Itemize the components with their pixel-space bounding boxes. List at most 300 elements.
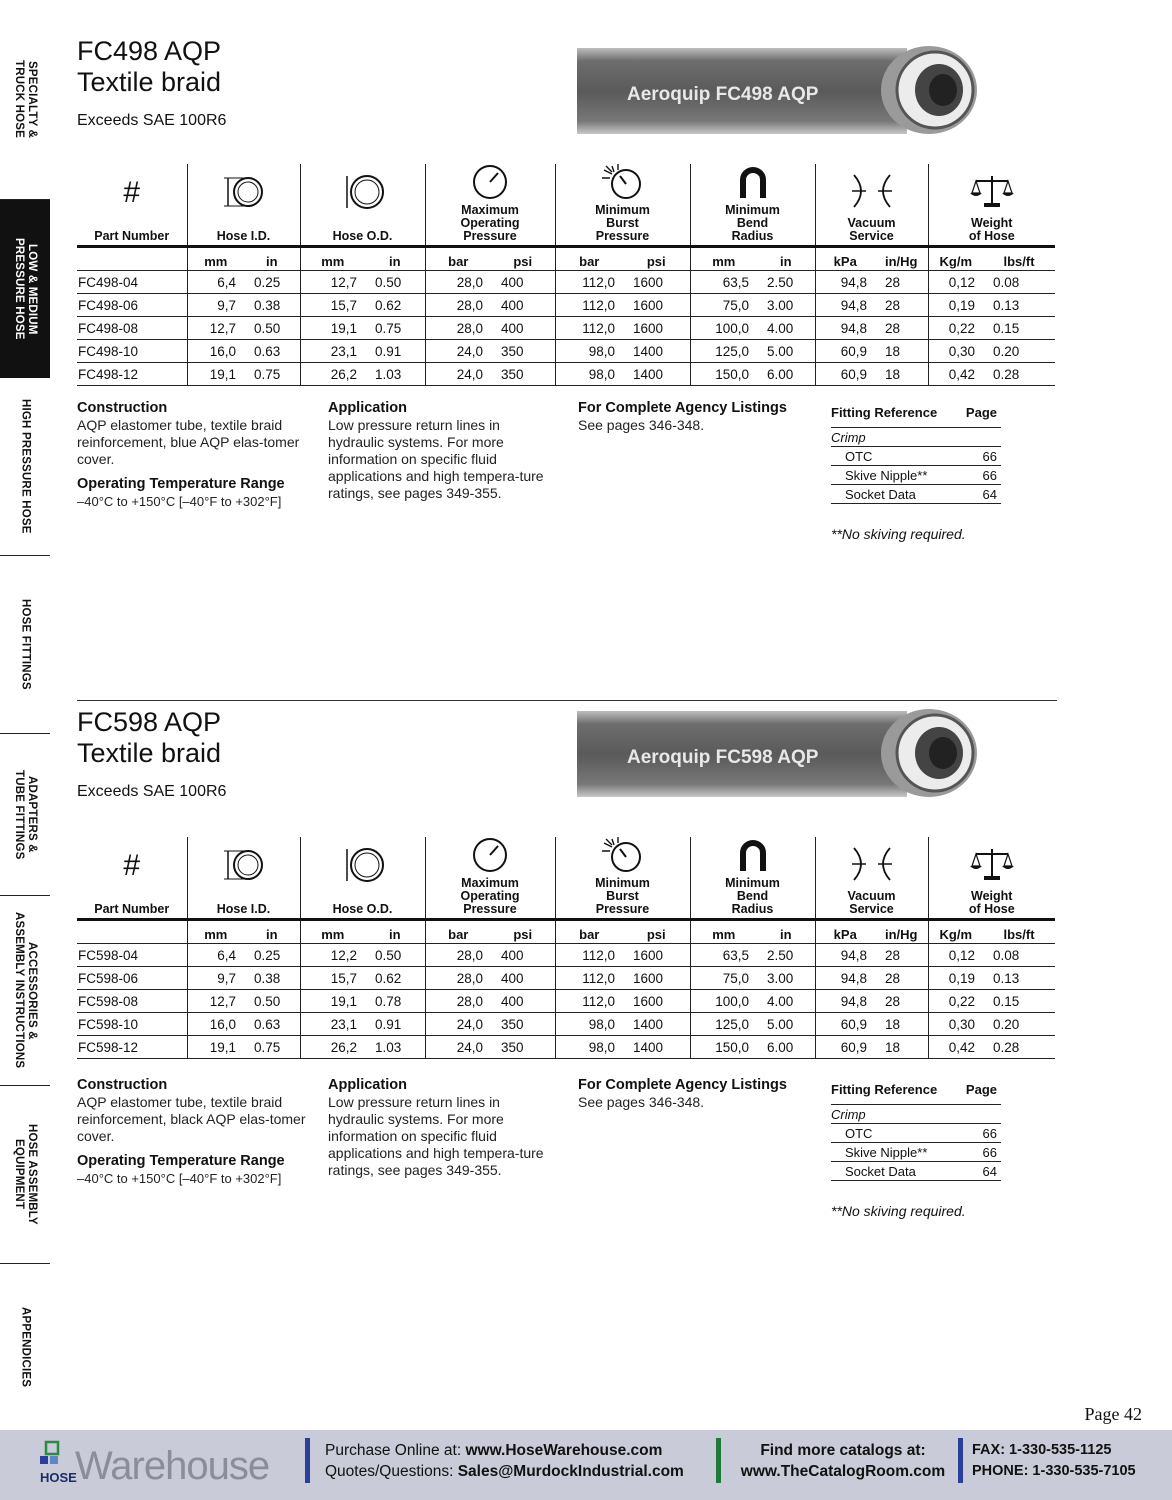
hash-icon: # <box>123 849 141 882</box>
value-cell: 0,22 <box>928 317 983 340</box>
value-cell: 60,9 <box>815 1036 875 1059</box>
temperature-title: Operating Temperature Range <box>77 1153 285 1169</box>
value-cell: 75,0 <box>690 967 757 990</box>
value-cell: 12,7 <box>187 990 244 1013</box>
value-cell: 15,7 <box>300 294 365 317</box>
unit-cell: in <box>244 920 300 944</box>
spec-table <box>77 164 1055 386</box>
fitting-name: Skive Nipple** <box>831 1143 959 1162</box>
value-cell: 28 <box>875 944 928 967</box>
value-cell: 400 <box>491 944 555 967</box>
part-number-cell: FC498-10 <box>77 340 187 363</box>
pressure-gauge-icon <box>472 164 508 200</box>
logo-warehouse-text: Warehouse <box>75 1444 270 1488</box>
value-cell: 0,22 <box>928 990 983 1013</box>
value-cell: 28,0 <box>425 967 491 990</box>
fitting-page: 64 <box>959 1162 1001 1181</box>
unit-cell: in <box>365 920 425 944</box>
hose-warehouse-logo-icon <box>38 1440 68 1470</box>
agency-title: For Complete Agency Listings <box>578 400 787 416</box>
hash-icon: # <box>123 176 141 209</box>
value-cell: 28,0 <box>425 271 491 294</box>
value-cell: 400 <box>491 294 555 317</box>
value-cell: 60,9 <box>815 1013 875 1036</box>
value-cell: 0.08 <box>983 944 1055 967</box>
value-cell: 0.13 <box>983 967 1055 990</box>
value-cell: 112,0 <box>555 990 623 1013</box>
col-hose-id: Hose I.D. <box>187 164 300 247</box>
scale-icon <box>970 173 1014 209</box>
value-cell: 94,8 <box>815 944 875 967</box>
value-cell: 60,9 <box>815 340 875 363</box>
value-cell: 1400 <box>623 1036 690 1059</box>
value-cell: 350 <box>491 1013 555 1036</box>
fitting-name: OTC <box>831 447 959 466</box>
fitting-page: 66 <box>959 466 1001 485</box>
value-cell: 1600 <box>623 990 690 1013</box>
value-cell: 16,0 <box>187 1013 244 1036</box>
col-vacuum: Vacuum Service <box>815 837 928 920</box>
value-cell: 0.20 <box>983 1013 1055 1036</box>
part-number-cell: FC598-10 <box>77 1013 187 1036</box>
col-vacuum: Vacuum Service <box>815 164 928 247</box>
hose-print-label: Aeroquip FC498 AQP <box>627 84 819 105</box>
fitting-page-header: Page <box>959 1081 1001 1105</box>
spec-table <box>77 837 1055 1059</box>
value-cell: 98,0 <box>555 340 623 363</box>
value-cell: 28,0 <box>425 990 491 1013</box>
value-cell: 15,7 <box>300 967 365 990</box>
agency-text: See pages 346-348. <box>578 417 705 433</box>
value-cell: 75,0 <box>690 294 757 317</box>
value-cell: 18 <box>875 340 928 363</box>
unit-cell: in <box>757 920 815 944</box>
value-cell: 63,5 <box>690 271 757 294</box>
unit-cell: bar <box>555 247 623 271</box>
fitting-name: OTC <box>831 1124 959 1143</box>
table-row <box>77 1036 1055 1059</box>
value-cell: 0,30 <box>928 340 983 363</box>
page-number: Page 42 <box>1084 1404 1142 1424</box>
value-cell: 0.62 <box>365 967 425 990</box>
product-section-fc598 <box>77 700 1057 1219</box>
value-cell: 350 <box>491 1036 555 1059</box>
agency-text: See pages 346-348. <box>578 1094 705 1110</box>
fax-number: FAX: 1-330-535-1125 <box>972 1442 1112 1458</box>
unit-cell: bar <box>425 920 491 944</box>
agency-title: For Complete Agency Listings <box>578 1077 787 1093</box>
phone-number: PHONE: 1-330-535-7105 <box>972 1463 1136 1479</box>
unit-cell: lbs/ft <box>983 920 1055 944</box>
value-cell: 0,30 <box>928 1013 983 1036</box>
part-number-cell: FC498-06 <box>77 294 187 317</box>
col-weight: Weight of Hose <box>928 164 1055 247</box>
value-cell: 3.00 <box>757 294 815 317</box>
col-max-op-pressure: Maximum Operating Pressure <box>425 837 555 920</box>
value-cell: 94,8 <box>815 271 875 294</box>
footer-divider-1 <box>305 1438 310 1483</box>
product-title-2: Textile braid <box>77 67 222 97</box>
temperature-text: –40°C to +150°C [–40°F to +302°F] <box>77 1171 282 1186</box>
table-row <box>77 294 1055 317</box>
value-cell: 0.91 <box>365 340 425 363</box>
value-cell: 0,42 <box>928 1036 983 1059</box>
fitting-category: Crimp <box>831 1105 1001 1124</box>
value-cell: 6.00 <box>757 1036 815 1059</box>
bend-radius-icon <box>735 837 771 873</box>
unit-cell: bar <box>425 247 491 271</box>
value-cell: 1600 <box>623 271 690 294</box>
value-cell: 0.38 <box>244 294 300 317</box>
unit-cell: mm <box>300 247 365 271</box>
side-tab-low-medium-pressure[interactable] <box>0 200 50 378</box>
fitting-row <box>831 1124 1001 1143</box>
value-cell: 0.50 <box>365 271 425 294</box>
hose-print-label: Aeroquip FC598 AQP <box>627 747 819 768</box>
value-cell: 3.00 <box>757 967 815 990</box>
footer <box>0 1430 1172 1500</box>
construction-title: Construction <box>77 400 168 416</box>
value-cell: 19,1 <box>187 363 244 386</box>
value-cell: 0.63 <box>244 1013 300 1036</box>
value-cell: 125,0 <box>690 1013 757 1036</box>
value-cell: 28,0 <box>425 944 491 967</box>
value-cell: 16,0 <box>187 340 244 363</box>
fitting-reference-table <box>831 404 1001 504</box>
fitting-name: Socket Data <box>831 1162 959 1181</box>
value-cell: 400 <box>491 271 555 294</box>
unit-cell: lbs/ft <box>983 247 1055 271</box>
value-cell: 28 <box>875 990 928 1013</box>
value-cell: 1600 <box>623 317 690 340</box>
value-cell: 0.75 <box>244 363 300 386</box>
footer-contact <box>325 1440 684 1482</box>
vacuum-icon <box>850 173 894 209</box>
value-cell: 94,8 <box>815 294 875 317</box>
side-tab-appendicies[interactable] <box>0 1264 50 1430</box>
value-cell: 1600 <box>623 294 690 317</box>
value-cell: 28 <box>875 317 928 340</box>
unit-cell: in <box>244 247 300 271</box>
value-cell: 0.25 <box>244 944 300 967</box>
value-cell: 150,0 <box>690 363 757 386</box>
fitting-page: 64 <box>959 485 1001 504</box>
purchase-label: Purchase Online at: <box>325 1442 466 1459</box>
value-cell: 28,0 <box>425 317 491 340</box>
col-hose-id: Hose I.D. <box>187 837 300 920</box>
part-number-cell: FC498-12 <box>77 363 187 386</box>
product-title-1: FC598 AQP <box>77 707 222 737</box>
unit-cell: in <box>757 247 815 271</box>
hose-od-icon <box>341 174 385 210</box>
application-title: Application <box>328 1077 407 1093</box>
construction-text: AQP elastomer tube, textile braid reinforcement, black AQP elas-tomer cover. <box>77 1094 306 1144</box>
value-cell: 0.08 <box>983 271 1055 294</box>
side-tab-hose-fittings[interactable] <box>0 556 50 734</box>
value-cell: 26,2 <box>300 1036 365 1059</box>
product-section-fc498 <box>77 36 1057 542</box>
unit-cell: Kg/m <box>928 247 983 271</box>
hose-od-icon <box>341 847 385 883</box>
value-cell: 28,0 <box>425 294 491 317</box>
value-cell: 125,0 <box>690 340 757 363</box>
value-cell: 5.00 <box>757 1013 815 1036</box>
application-text: Low pressure return lines in hydraulic systems. For more information on specific fluid applications and high tempera-ture ratings, see pages 349-355. <box>328 417 544 501</box>
application-text: Low pressure return lines in hydraulic systems. For more information on specific fluid applications and high tempera-ture ratings, see pages 349-355. <box>328 1094 544 1178</box>
value-cell: 6,4 <box>187 271 244 294</box>
unit-cell: in/Hg <box>875 920 928 944</box>
unit-cell: mm <box>300 920 365 944</box>
value-cell: 0.50 <box>244 990 300 1013</box>
fitting-category: Crimp <box>831 428 1001 447</box>
value-cell: 98,0 <box>555 363 623 386</box>
burst-gauge-icon <box>598 837 648 873</box>
unit-cell: psi <box>623 920 690 944</box>
value-cell: 4.00 <box>757 990 815 1013</box>
value-cell: 400 <box>491 967 555 990</box>
fitting-reference-table <box>831 1081 1001 1181</box>
value-cell: 100,0 <box>690 990 757 1013</box>
value-cell: 60,9 <box>815 363 875 386</box>
value-cell: 12,2 <box>300 944 365 967</box>
value-cell: 0,42 <box>928 363 983 386</box>
construction-text: AQP elastomer tube, textile braid reinforcement, blue AQP elas-tomer cover. <box>77 417 300 467</box>
hose-id-icon <box>222 847 266 883</box>
value-cell: 1400 <box>623 340 690 363</box>
value-cell: 5.00 <box>757 340 815 363</box>
part-number-cell: FC498-04 <box>77 271 187 294</box>
value-cell: 19,1 <box>300 317 365 340</box>
application-title: Application <box>328 400 407 416</box>
value-cell: 98,0 <box>555 1036 623 1059</box>
col-min-burst: Minimum Burst Pressure <box>555 837 690 920</box>
value-cell: 150,0 <box>690 1036 757 1059</box>
value-cell: 0.75 <box>244 1036 300 1059</box>
value-cell: 28 <box>875 294 928 317</box>
catalogs-label: Find more catalogs at: <box>760 1442 926 1459</box>
value-cell: 0.62 <box>365 294 425 317</box>
value-cell: 2.50 <box>757 271 815 294</box>
value-cell: 24,0 <box>425 363 491 386</box>
value-cell: 94,8 <box>815 990 875 1013</box>
value-cell: 112,0 <box>555 944 623 967</box>
footer-phone-fax <box>972 1440 1136 1482</box>
side-tab-adapters[interactable] <box>0 734 50 896</box>
temperature-title: Operating Temperature Range <box>77 476 285 492</box>
value-cell: 2.50 <box>757 944 815 967</box>
value-cell: 12,7 <box>300 271 365 294</box>
value-cell: 0.25 <box>244 271 300 294</box>
value-cell: 350 <box>491 363 555 386</box>
value-cell: 1400 <box>623 1013 690 1036</box>
value-cell: 0.13 <box>983 294 1055 317</box>
value-cell: 0.28 <box>983 363 1055 386</box>
side-tab-high-pressure[interactable] <box>0 378 50 556</box>
footer-catalogs <box>728 1440 958 1482</box>
side-tab-label: ADAPTERS & TUBE FITTINGS <box>13 769 38 860</box>
value-cell: 0.91 <box>365 1013 425 1036</box>
hose-id-icon <box>222 174 266 210</box>
value-cell: 6,4 <box>187 944 244 967</box>
value-cell: 0.78 <box>365 990 425 1013</box>
table-row <box>77 271 1055 294</box>
units-row <box>77 247 1055 271</box>
value-cell: 1600 <box>623 967 690 990</box>
footer-divider-2 <box>716 1438 721 1483</box>
value-cell: 9,7 <box>187 967 244 990</box>
value-cell: 18 <box>875 1036 928 1059</box>
unit-cell: mm <box>690 247 757 271</box>
skiving-note: **No skiving required. <box>831 526 966 542</box>
side-tab-label: HOSE FITTINGS <box>19 599 32 690</box>
value-cell: 100,0 <box>690 317 757 340</box>
side-tab-accessories[interactable] <box>0 896 50 1086</box>
scale-icon <box>970 846 1014 882</box>
side-tab-label: ACCESSORIES & ASSEMBLY INSTRUCTIONS <box>13 912 38 1069</box>
col-min-burst: Minimum Burst Pressure <box>555 164 690 247</box>
fitting-name: Skive Nipple** <box>831 466 959 485</box>
table-row <box>77 340 1055 363</box>
col-hose-od: Hose O.D. <box>300 164 425 247</box>
value-cell: 19,1 <box>187 1036 244 1059</box>
side-tab-assembly-equipment[interactable] <box>0 1086 50 1264</box>
skiving-note: **No skiving required. <box>831 1203 966 1219</box>
quotes-email-link[interactable]: Sales@MurdockIndustrial.com <box>457 1463 684 1480</box>
col-part-number: # Part Number <box>77 164 187 247</box>
value-cell: 63,5 <box>690 944 757 967</box>
value-cell: 24,0 <box>425 340 491 363</box>
fitting-ref-header: Fitting Reference <box>831 1081 959 1105</box>
value-cell: 0.75 <box>365 317 425 340</box>
value-cell: 0.50 <box>244 317 300 340</box>
value-cell: 26,2 <box>300 363 365 386</box>
side-tab-label: HIGH PRESSURE HOSE <box>19 399 32 534</box>
part-number-cell: FC598-04 <box>77 944 187 967</box>
unit-cell: in/Hg <box>875 247 928 271</box>
value-cell: 1400 <box>623 363 690 386</box>
fitting-row <box>831 485 1001 504</box>
table-row <box>77 317 1055 340</box>
value-cell: 23,1 <box>300 340 365 363</box>
value-cell: 12,7 <box>187 317 244 340</box>
fitting-row <box>831 466 1001 485</box>
catalogs-link[interactable]: www.TheCatalogRoom.com <box>740 1463 946 1480</box>
fitting-ref-header: Fitting Reference <box>831 404 959 428</box>
col-min-bend: Minimum Bend Radius <box>690 837 815 920</box>
value-cell: 0,19 <box>928 967 983 990</box>
value-cell: 1600 <box>623 944 690 967</box>
col-min-bend: Minimum Bend Radius <box>690 164 815 247</box>
value-cell: 1.03 <box>365 1036 425 1059</box>
fitting-row <box>831 1162 1001 1181</box>
col-weight: Weight of Hose <box>928 837 1055 920</box>
burst-gauge-icon <box>598 164 648 200</box>
quotes-label: Quotes/Questions: <box>325 1463 458 1480</box>
fitting-page: 66 <box>959 447 1001 466</box>
logo-hose-text: HOSE <box>40 1470 77 1485</box>
part-number-cell: FC598-06 <box>77 967 187 990</box>
side-tab-label: APPENDICIES <box>19 1306 32 1388</box>
temperature-text: –40°C to +150°C [–40°F to +302°F] <box>77 494 282 509</box>
value-cell: 28 <box>875 271 928 294</box>
product-title-1: FC498 AQP <box>77 36 222 66</box>
side-tab-label: HOSE ASSEMBLY EQUIPMENT <box>13 1124 38 1225</box>
side-tab-label: SPECIALTY & TRUCK HOSE <box>13 60 38 139</box>
part-number-cell: FC598-12 <box>77 1036 187 1059</box>
pressure-gauge-icon <box>472 837 508 873</box>
unit-cell: kPa <box>815 920 875 944</box>
col-max-op-pressure: Maximum Operating Pressure <box>425 164 555 247</box>
value-cell: 0,19 <box>928 294 983 317</box>
fitting-row <box>831 447 1001 466</box>
unit-cell: mm <box>187 920 244 944</box>
table-row <box>77 363 1055 386</box>
purchase-link[interactable]: www.HoseWarehouse.com <box>465 1442 663 1459</box>
value-cell: 94,8 <box>815 317 875 340</box>
unit-cell: in <box>365 247 425 271</box>
value-cell: 18 <box>875 1013 928 1036</box>
part-number-cell: FC598-08 <box>77 990 187 1013</box>
value-cell: 0.15 <box>983 990 1055 1013</box>
table-row <box>77 944 1055 967</box>
part-number-cell: FC498-08 <box>77 317 187 340</box>
fitting-row <box>831 1143 1001 1162</box>
value-cell: 0.15 <box>983 317 1055 340</box>
unit-cell: Kg/m <box>928 920 983 944</box>
value-cell: 0.20 <box>983 340 1055 363</box>
side-tab-label: LOW & MEDIUM PRESSURE HOSE <box>13 238 38 340</box>
value-cell: 400 <box>491 317 555 340</box>
value-cell: 0.50 <box>365 944 425 967</box>
value-cell: 9,7 <box>187 294 244 317</box>
value-cell: 6.00 <box>757 363 815 386</box>
side-tab-nav <box>0 0 50 1430</box>
units-row <box>77 920 1055 944</box>
value-cell: 4.00 <box>757 317 815 340</box>
table-row <box>77 1013 1055 1036</box>
product-subtitle: Exceeds SAE 100R6 <box>77 783 227 800</box>
fitting-page: 66 <box>959 1143 1001 1162</box>
value-cell: 0,12 <box>928 271 983 294</box>
fitting-page-header: Page <box>959 404 1001 428</box>
value-cell: 350 <box>491 340 555 363</box>
value-cell: 0.28 <box>983 1036 1055 1059</box>
table-row <box>77 967 1055 990</box>
unit-cell: psi <box>491 247 555 271</box>
unit-cell: psi <box>491 920 555 944</box>
unit-cell: bar <box>555 920 623 944</box>
value-cell: 400 <box>491 990 555 1013</box>
vacuum-icon <box>850 846 894 882</box>
fitting-page: 66 <box>959 1124 1001 1143</box>
side-tab-specialty[interactable] <box>0 0 50 200</box>
value-cell: 112,0 <box>555 317 623 340</box>
col-hose-od: Hose O.D. <box>300 837 425 920</box>
col-part-number: # Part Number <box>77 837 187 920</box>
unit-cell: mm <box>187 247 244 271</box>
fitting-name: Socket Data <box>831 485 959 504</box>
value-cell: 0.63 <box>244 340 300 363</box>
unit-cell: kPa <box>815 247 875 271</box>
unit-cell: psi <box>623 247 690 271</box>
value-cell: 24,0 <box>425 1013 491 1036</box>
value-cell: 18 <box>875 363 928 386</box>
value-cell: 23,1 <box>300 1013 365 1036</box>
unit-cell: mm <box>690 920 757 944</box>
footer-divider-3 <box>958 1438 963 1483</box>
value-cell: 24,0 <box>425 1036 491 1059</box>
product-subtitle: Exceeds SAE 100R6 <box>77 112 227 129</box>
